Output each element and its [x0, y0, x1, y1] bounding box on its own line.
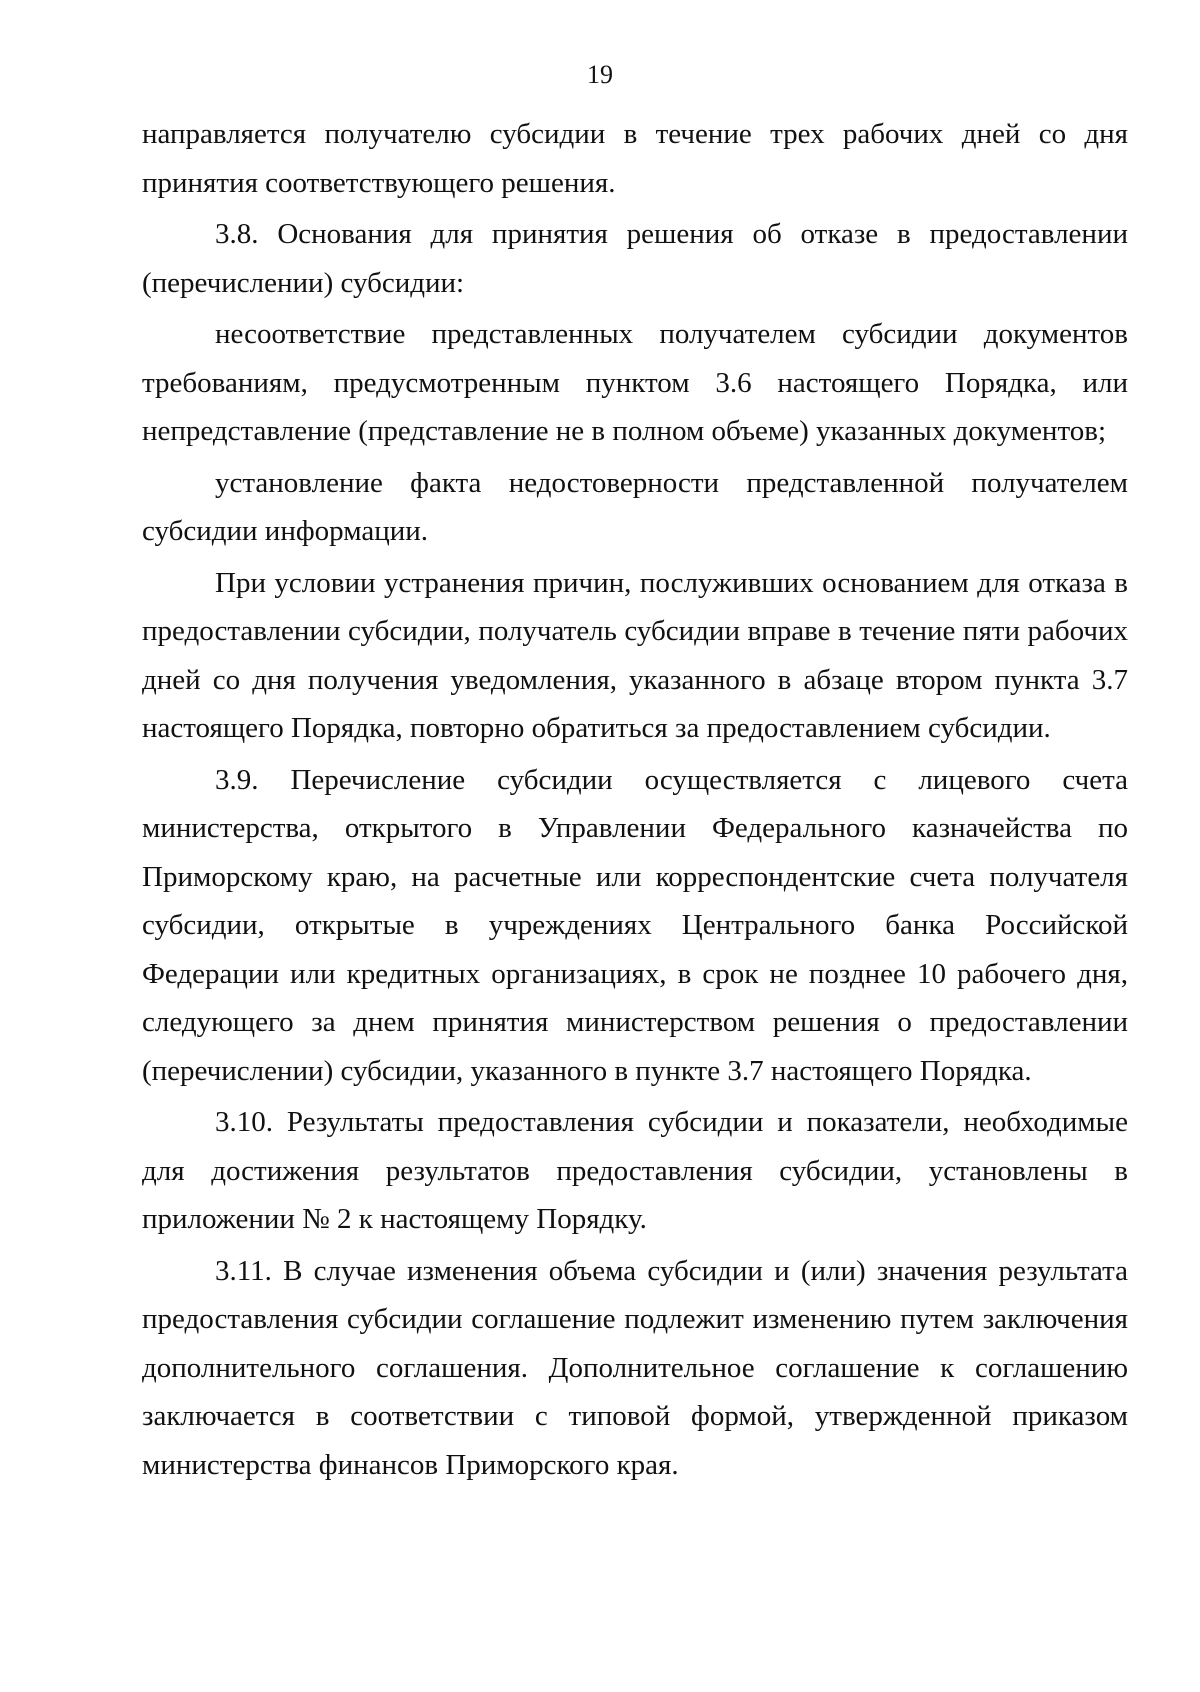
paragraph-nonconformity: несоответствие представленных получателем субсидии документов требованиям, предусмотренным пунктом 3.6 настоящего Порядка, или непредставление (представление не в полном объеме) указанных документов;	[142, 318, 1128, 447]
document-body	[142, 110, 1128, 1489]
paragraph-continuation: направляется получателю субсидии в течение трех рабочих дней со дня принятия соответствующего решения.	[142, 118, 1128, 199]
paragraph-3-8: 3.8. Основания для принятия решения об отказе в предоставлении (перечислении) субсидии:	[142, 218, 1128, 299]
paragraph-reapplication: При условии устранения причин, послуживших основанием для отказа в предоставлении субсидии, получатель субсидии вправе в течение пяти рабочих дней со дня получения уведомления, указанного в абзаце втором пункта 3.7 настоящего Порядка, повторно обратиться за предоставлением субсидии.	[142, 566, 1128, 744]
page-number: 19	[587, 60, 613, 89]
paragraph-unreliable-info: установление факта недостоверности представленной получателем субсидии информации.	[142, 466, 1128, 547]
paragraph-3-11: 3.11. В случае изменения объема субсидии и (или) значения результата предоставления субсидии соглашение подлежит изменению путем заключения дополнительного соглашения. Дополнительное соглашение к соглашению заключается в соответствии с типовой формой, утвержденной приказом министерства финансов Приморского края.	[142, 1254, 1128, 1481]
paragraph-3-9: 3.9. Перечисление субсидии осуществляется с лицевого счета министерства, открытого в Управлении Федерального казначейства по Приморскому краю, на расчетные или корреспондентские счета получателя субсидии, открытые в учреждениях Центрального банка Российской Федерации или кредитных организациях, в срок не позднее 10 рабочего дня, следующего за днем принятия министерством решения о предоставлении (перечислении) субсидии, указанного в пункте 3.7 настоящего Порядка.	[142, 763, 1128, 1087]
paragraph-3-10: 3.10. Результаты предоставления субсидии и показатели, необходимые для достижения результатов предоставления субсидии, установлены в приложении № 2 к настоящему Порядку.	[142, 1106, 1128, 1235]
